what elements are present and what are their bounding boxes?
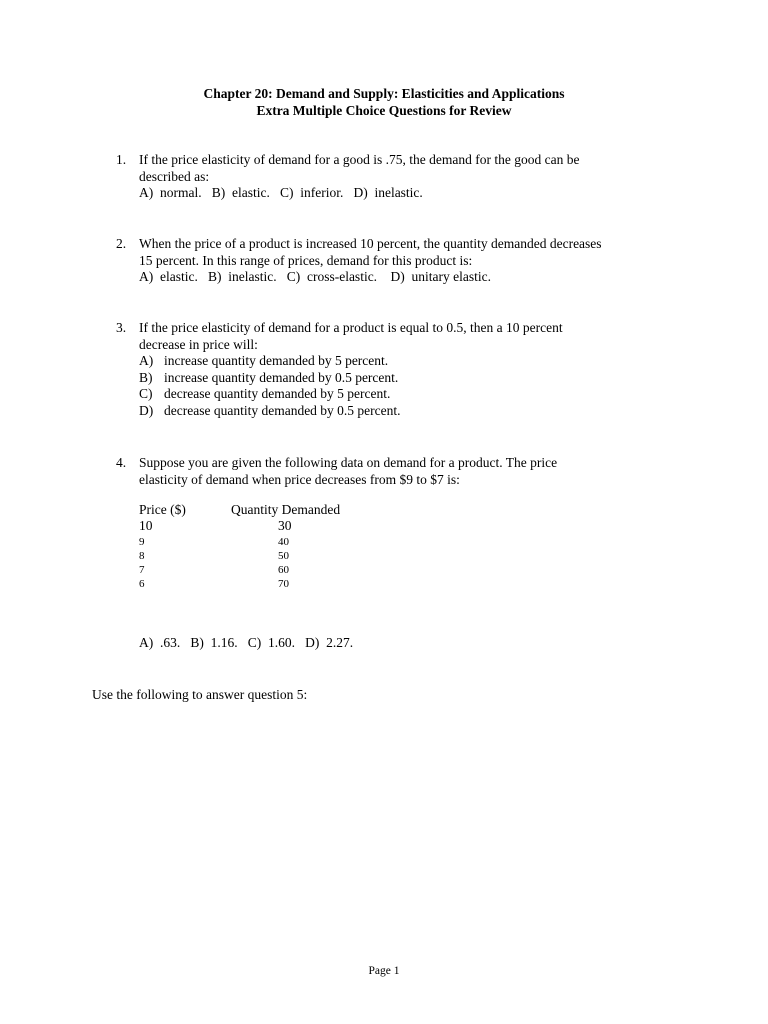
- question-number: 4.: [116, 455, 127, 470]
- option-letter: D): [139, 402, 154, 418]
- question-number: 2.: [116, 236, 127, 251]
- table-cell-price: 9: [139, 536, 145, 548]
- table-cell-price: 10: [139, 518, 153, 533]
- option-letter: A): [139, 353, 154, 368]
- answer-choices: A) elastic. B) inelastic. C) cross-elastic. D) unitary elastic.: [139, 269, 492, 284]
- answer-option: [139, 386, 684, 403]
- question-number: 3.: [116, 320, 127, 335]
- page-title: Chapter 20: Demand and Supply: Elasticities and Applications: [203, 86, 565, 101]
- question-text-line: 15 percent. In this range of prices, demand for this product is:: [139, 252, 473, 268]
- option-text: decrease quantity demanded by 0.5 percent.: [164, 402, 401, 418]
- lead-in-text: Use the following to answer question 5:: [92, 687, 308, 702]
- table-cell-price: 6: [139, 578, 145, 590]
- question-text-line: described as:: [139, 168, 210, 184]
- question-text-line: If the price elasticity of demand for a good is .75, the demand for the good can be: [139, 152, 580, 167]
- option-text: decrease quantity demanded by 5 percent.: [164, 386, 391, 401]
- option-letter: B): [139, 369, 153, 385]
- table-header-quantity: Quantity Demanded: [231, 502, 341, 517]
- option-text: increase quantity demanded by 5 percent.: [164, 353, 389, 368]
- page-subtitle: Extra Multiple Choice Questions for Review: [256, 103, 512, 118]
- page-number: Page 1: [368, 965, 400, 977]
- answer-option: [139, 353, 684, 370]
- option-text: increase quantity demanded by 0.5 percent.: [164, 369, 399, 385]
- table-cell-quantity: 50: [278, 550, 289, 562]
- table-cell-quantity: 40: [278, 536, 289, 548]
- answer-option: [139, 403, 684, 420]
- question-text-line: decrease in price will:: [139, 336, 258, 352]
- table-header-price: Price ($): [139, 502, 186, 517]
- table-cell-quantity: 60: [278, 564, 289, 576]
- answer-option: [139, 370, 684, 387]
- question-text-line: When the price of a product is increased 10 percent, the quantity demanded decreases: [139, 236, 602, 251]
- question-number: 1.: [116, 152, 127, 167]
- table-cell-quantity: 70: [278, 578, 289, 590]
- answer-choices: A) .63. B) 1.16. C) 1.60. D) 2.27.: [139, 635, 354, 650]
- question-text-line: elasticity of demand when price decreases from $9 to $7 is:: [139, 471, 460, 487]
- answer-choices: A) normal. B) elastic. C) inferior. D) inelastic.: [139, 185, 423, 200]
- question-text-line: If the price elasticity of demand for a product is equal to 0.5, then a 10 percent: [139, 320, 563, 335]
- table-cell-price: 7: [139, 564, 145, 576]
- table-cell-quantity: 30: [278, 518, 292, 533]
- table-cell-price: 8: [139, 550, 145, 562]
- question-text-line: Suppose you are given the following data on demand for a product. The price: [139, 455, 558, 470]
- option-letter: C): [139, 386, 153, 401]
